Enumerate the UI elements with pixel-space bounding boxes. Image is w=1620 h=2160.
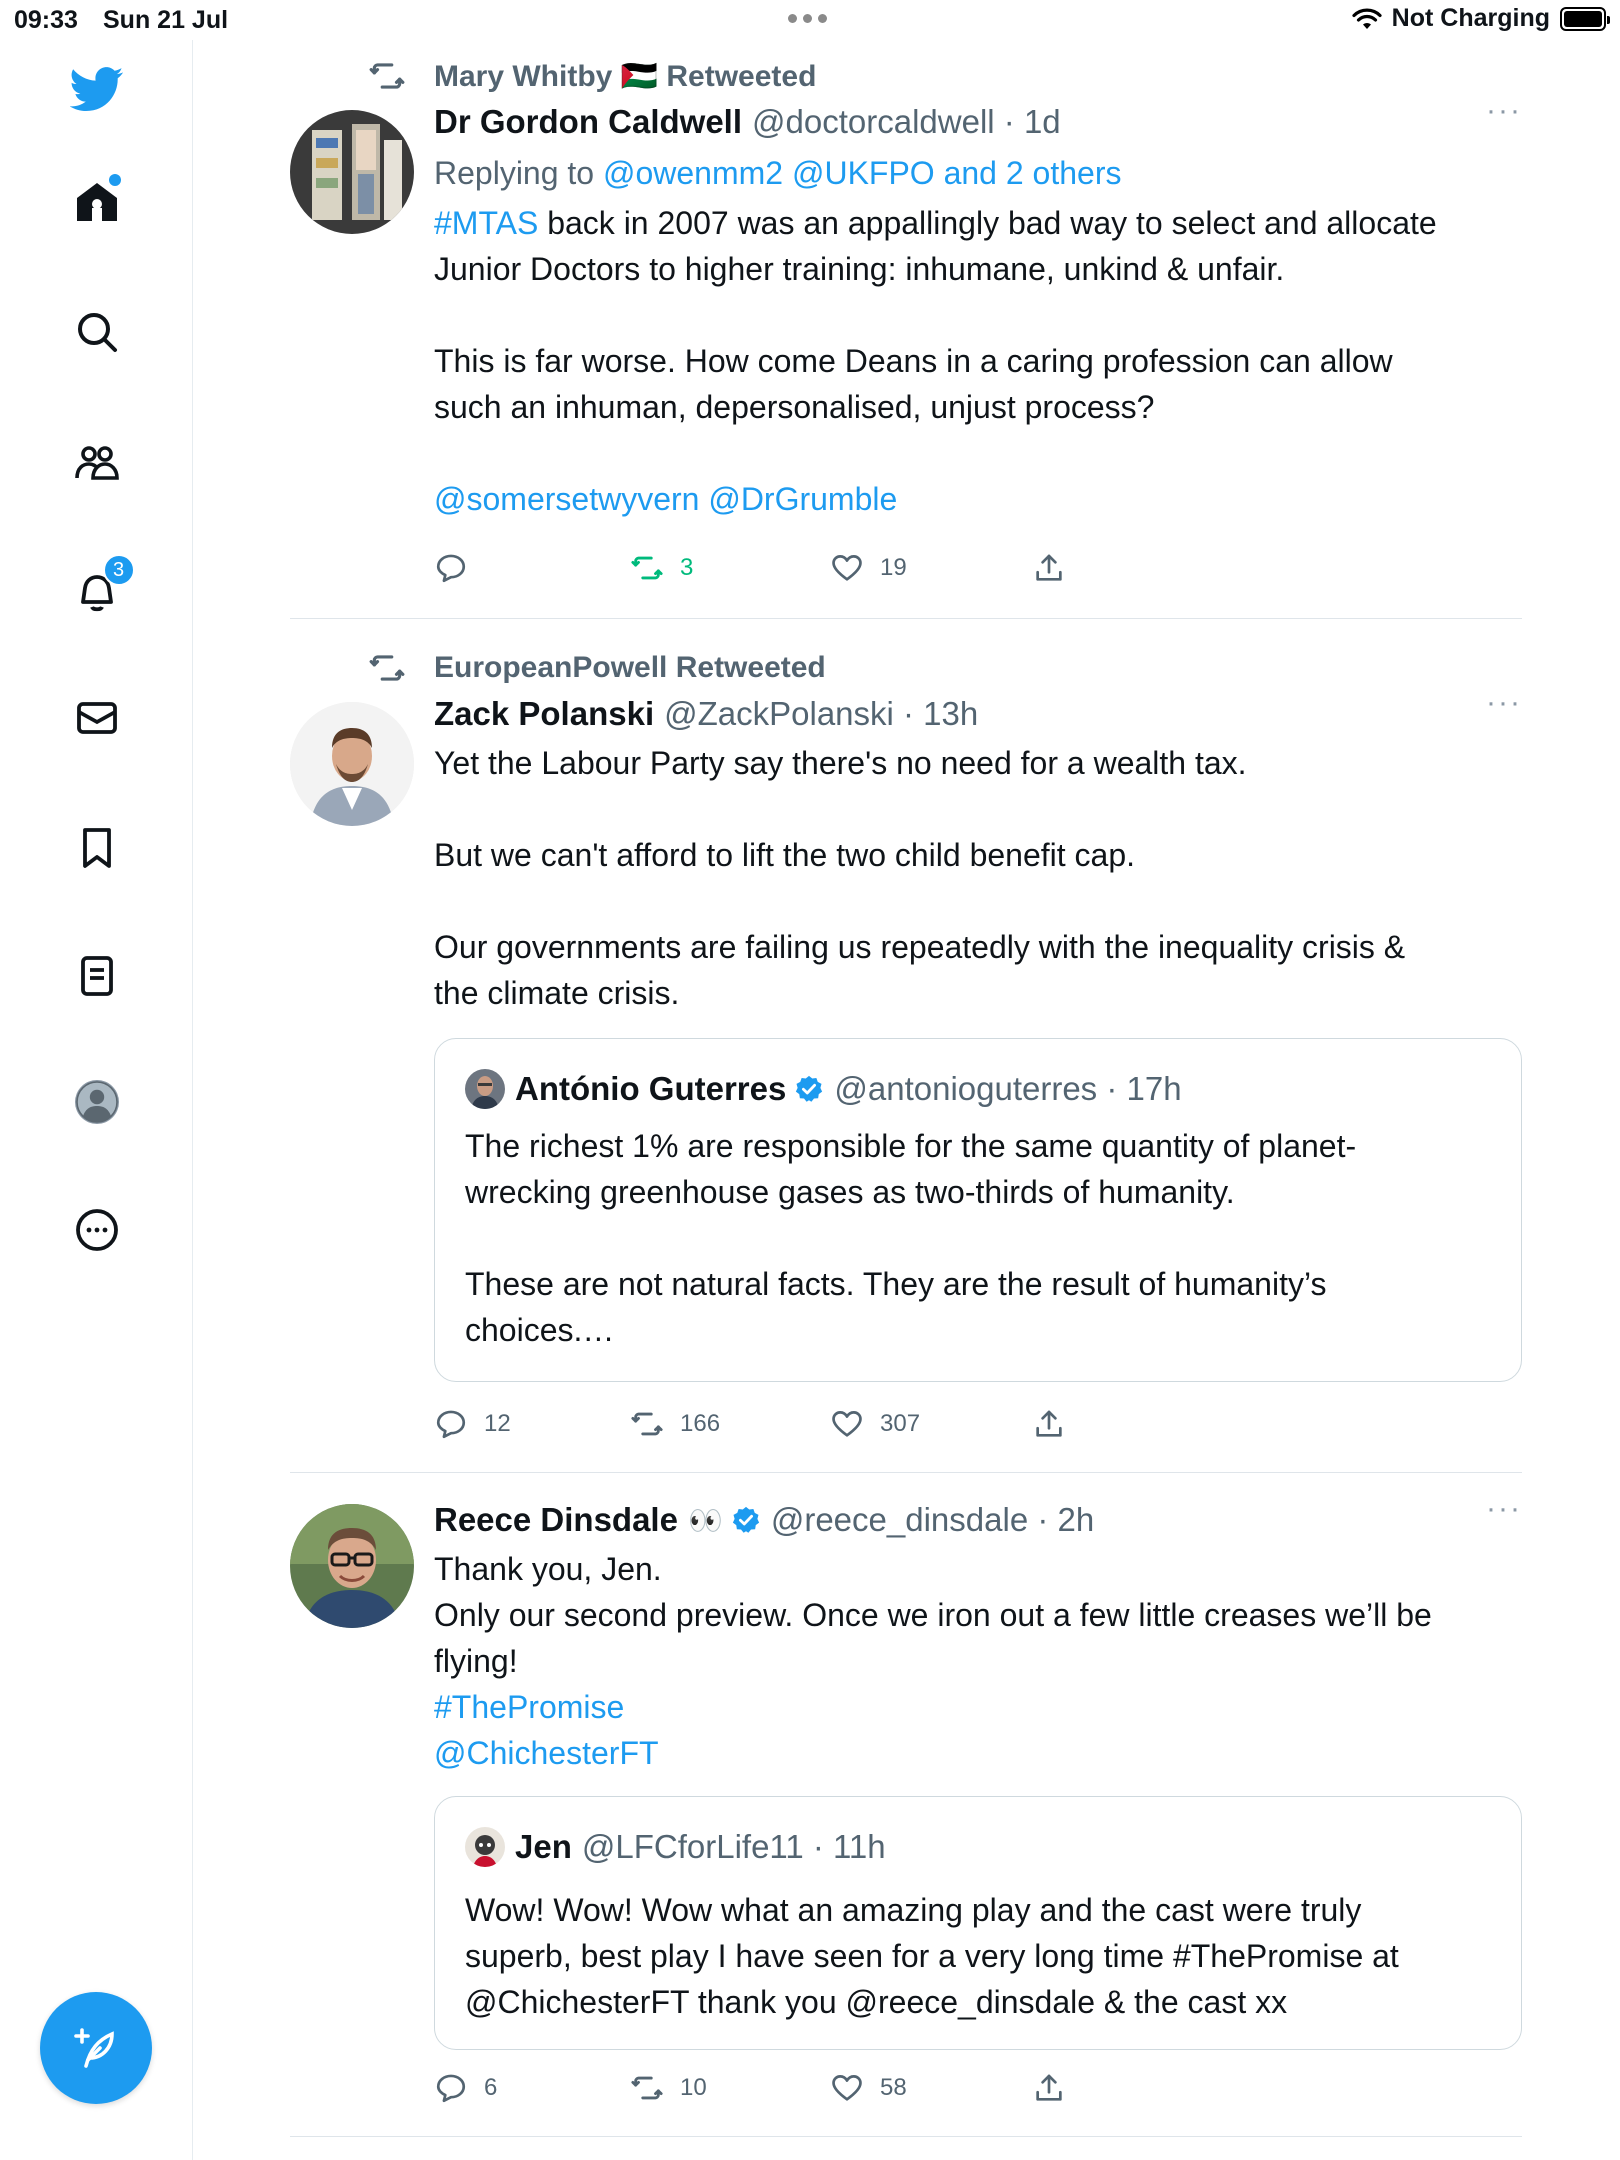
tweet-dinsdale[interactable] bbox=[290, 1492, 1522, 2128]
nav-communities[interactable] bbox=[0, 438, 193, 486]
replying-to: Replying to @owenmm2 @UKFPO and 2 others bbox=[434, 155, 1122, 191]
heart-icon bbox=[830, 2071, 864, 2105]
quoted-author-name[interactable]: Jen bbox=[515, 1828, 572, 1865]
quoted-author-name[interactable]: António Guterres bbox=[515, 1070, 787, 1107]
retweet-context bbox=[434, 56, 816, 96]
nav-notifications[interactable] bbox=[0, 558, 193, 621]
avatar[interactable] bbox=[290, 702, 414, 826]
retweet-button[interactable]: 3 bbox=[630, 548, 693, 588]
retweeted-by: EuropeanPowell Retweeted bbox=[434, 651, 826, 684]
nav-messages[interactable] bbox=[0, 694, 193, 742]
more-options-button[interactable]: ··· bbox=[1486, 94, 1522, 127]
bookmark-icon bbox=[73, 824, 121, 872]
reply-button[interactable] bbox=[434, 548, 484, 588]
divider bbox=[290, 618, 1522, 619]
replying-to-links[interactable]: @owenmm2 @UKFPO and 2 others bbox=[602, 155, 1122, 191]
tweet-text: Yet the Labour Party say there's no need for a wealth tax. But we can't afford to lift the two child benefit cap. Our governments are failing us repeatedly with the inequality crisis & the climate crisis. bbox=[434, 745, 1406, 1011]
nav-more[interactable] bbox=[0, 1206, 193, 1254]
communities-icon bbox=[73, 438, 121, 486]
retweet-icon bbox=[368, 649, 406, 687]
author-handle[interactable]: @doctorcaldwell · 1d bbox=[752, 103, 1061, 140]
nav-home[interactable] bbox=[0, 178, 193, 231]
quoted-avatar[interactable] bbox=[465, 1069, 505, 1109]
list-icon bbox=[73, 952, 121, 1000]
nav-lists[interactable] bbox=[0, 952, 193, 1000]
twitter-logo-icon[interactable] bbox=[0, 62, 193, 116]
status-time: 09:33 bbox=[14, 6, 78, 34]
nav-profile[interactable] bbox=[0, 1078, 193, 1126]
compose-tweet-button[interactable] bbox=[40, 1992, 152, 2104]
share-icon bbox=[1032, 551, 1066, 585]
reply-button[interactable]: 6 bbox=[434, 2068, 497, 2108]
verified-badge-icon bbox=[794, 1074, 824, 1104]
mention-link[interactable]: @ChichesterFT bbox=[434, 1735, 659, 1771]
quoted-tweet[interactable] bbox=[434, 1796, 1522, 2050]
verified-badge-icon bbox=[731, 1505, 761, 1535]
sidebar bbox=[0, 40, 193, 2160]
quoted-tweet[interactable] bbox=[434, 1038, 1522, 1382]
tweet-actions bbox=[434, 1404, 1134, 1444]
divider bbox=[290, 1472, 1522, 1473]
avatar[interactable] bbox=[290, 1504, 414, 1628]
reply-icon bbox=[434, 2071, 468, 2105]
tweet-actions bbox=[434, 2068, 1134, 2108]
retweet-icon bbox=[630, 551, 664, 585]
hashtag-link[interactable]: #ThePromise bbox=[434, 1689, 625, 1725]
retweet-button[interactable]: 166 bbox=[630, 1404, 720, 1444]
retweeted-by: Mary Whitby 🇵🇸 Retweeted bbox=[434, 59, 817, 93]
share-button[interactable] bbox=[1032, 2068, 1066, 2108]
hashtag-link[interactable]: #MTAS bbox=[434, 205, 539, 241]
author-handle[interactable]: @ZackPolanski · 13h bbox=[664, 695, 979, 732]
author-handle[interactable]: @reece_dinsdale · 2h bbox=[770, 1501, 1095, 1538]
avatar[interactable] bbox=[290, 110, 414, 234]
compose-feather-icon bbox=[72, 2024, 120, 2072]
share-button[interactable] bbox=[1032, 548, 1066, 588]
search-icon bbox=[73, 308, 121, 356]
author-name[interactable]: Zack Polanski bbox=[434, 695, 655, 732]
retweet-icon bbox=[368, 57, 406, 95]
status-bar bbox=[0, 0, 1620, 40]
tweet-text: Thank you, Jen. Only our second preview. Once we iron out a few little creases we’ll be flying! #ThePromise @ChichesterFT bbox=[434, 1546, 1522, 1776]
heart-icon bbox=[830, 551, 864, 585]
nav-search[interactable] bbox=[0, 308, 193, 356]
more-circle-icon bbox=[73, 1206, 121, 1254]
charging-status: Not Charging bbox=[1391, 4, 1550, 32]
tweet-actions bbox=[434, 548, 1134, 588]
tweet-caldwell[interactable] bbox=[290, 56, 1522, 616]
quoted-text: The richest 1% are responsible for the same quantity of planet- wrecking greenhouse gases as two-thirds of humanity. These are not natural facts. They are the result of humanity’s choices.… bbox=[465, 1128, 1357, 1348]
notifications-badge: 3 bbox=[103, 554, 135, 586]
retweet-icon bbox=[630, 1407, 664, 1441]
tweet-polanski[interactable] bbox=[290, 648, 1522, 1470]
status-date: Sun 21 Jul bbox=[103, 6, 229, 34]
like-button[interactable]: 58 bbox=[830, 2068, 907, 2108]
heart-icon bbox=[830, 1407, 864, 1441]
eyes-emoji: 👀 bbox=[687, 1504, 723, 1536]
more-options-button[interactable]: ··· bbox=[1486, 686, 1522, 719]
retweet-button[interactable]: 10 bbox=[630, 2068, 707, 2108]
home-unread-dot bbox=[109, 174, 121, 186]
retweet-icon bbox=[630, 2071, 664, 2105]
more-options-button[interactable]: ··· bbox=[1486, 1492, 1522, 1525]
quoted-author-handle[interactable]: @LFCforLife11 · 11h bbox=[581, 1828, 886, 1865]
tweet-text: #MTAS back in 2007 was an appallingly bad way to select and allocate Junior Doctors to higher training: inhumane, unkind & unfair. This is far worse. How come Deans in a caring profession can allow such an inhuman, depersonalised, unjust process? @somersetwyvern @DrGrumble bbox=[434, 200, 1522, 522]
reply-button[interactable]: 12 bbox=[434, 1404, 511, 1444]
share-icon bbox=[1032, 1407, 1066, 1441]
mail-icon bbox=[73, 694, 121, 742]
like-button[interactable]: 307 bbox=[830, 1404, 920, 1444]
mentions-links[interactable]: @somersetwyvern @DrGrumble bbox=[434, 481, 898, 517]
author-name[interactable]: Dr Gordon Caldwell bbox=[434, 103, 743, 140]
quoted-author-handle[interactable]: @antonioguterres · 17h bbox=[834, 1070, 1182, 1107]
battery-icon bbox=[1560, 7, 1606, 31]
quoted-avatar[interactable] bbox=[465, 1827, 505, 1867]
retweet-context bbox=[434, 648, 826, 688]
nav-bookmarks[interactable] bbox=[0, 824, 193, 872]
multitasking-dots-icon[interactable] bbox=[788, 14, 827, 23]
reply-icon bbox=[434, 1407, 468, 1441]
divider bbox=[290, 2136, 1522, 2137]
share-button[interactable] bbox=[1032, 1404, 1066, 1444]
profile-avatar-icon bbox=[73, 1078, 121, 1126]
share-icon bbox=[1032, 2071, 1066, 2105]
author-name[interactable]: Reece Dinsdale bbox=[434, 1501, 678, 1538]
reply-icon bbox=[434, 551, 468, 585]
wifi-icon bbox=[1352, 7, 1382, 31]
quoted-text: Wow! Wow! Wow what an amazing play and the cast were truly superb, best play I have seen for a very long time #ThePromise at @ChichesterFT thank you @reece_dinsdale & the cast xx bbox=[465, 1892, 1399, 2020]
like-button[interactable]: 19 bbox=[830, 548, 907, 588]
